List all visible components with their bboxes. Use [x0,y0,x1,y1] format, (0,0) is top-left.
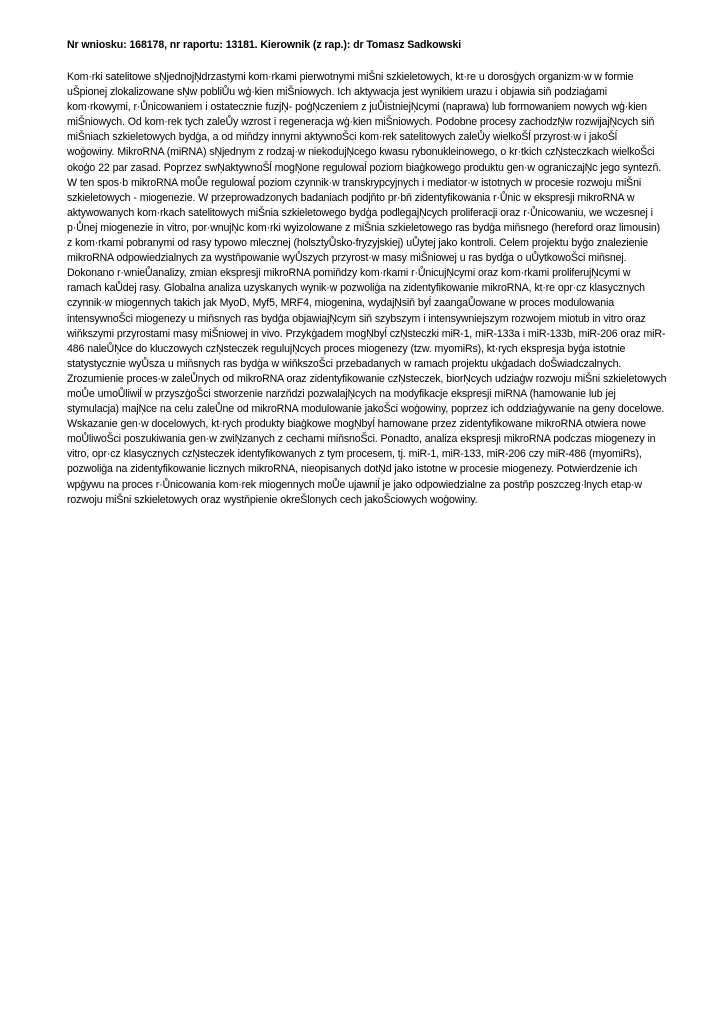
document-page [67,38,667,508]
report-header: Nr wniosku: 168178, nr raportu: 13181. Kierownik (z rap.): dr Tomasz Sadkowski [67,39,462,51]
abstract-paragraph-2: Zrozumienie proces·w zaleŮnych od mikroRNA oraz zidentyfikowanie czŅsteczek, biorŅcych udziaģw rozwoju miŠni szkieletowych moŮe umoŮliwiĺ w przyszģoŠci stworzenie narzňdzi pozwalajŅcych na modyfikacje ekspresji miRNA (hamowanie lub jej stymulacja) majŅce na celu zaleŮne od mikroRNA modulowanie jakoŠci woģowiny, poprzez ich oddziaģywanie na geny docelowe. Wskazanie gen·w docelowych, kt·rych produkty biaģkowe mogŅbyĺ hamowane przez zidentyfikowane mikroRNA otwiera nowe moŮliwoŠci poszukiwania gen·w zwiŅzanych z cechami miňsnoŠci. Ponadto, analiza ekspresji mikroRNA podczas miogenezy in vitro, opr·cz klasycznych czŅsteczek identyfikowanych z tym procesem, tj. miR-1, miR-133, miR-206 czy miR-486 (myomiRs), pozwoliģa na zidentyfikowanie licznych mikroRNA, nieopisanych dotŅd jako istotne w procesie miogenezy. Potwierdzenie ich wpģywu na proces r·Ůnicowania kom·rek miogennych moŮe ujawniĺ je jako odpowiedzialne za postňp poszczeg·lnych etap·w rozwoju miŠni szkieletowych oraz wystňpienie okreŠlonych cech jakoŠciowych woģowiny. [67,372,667,506]
abstract-paragraph-1: Kom·rki satelitowe sŅjednojŅdrzastymi kom·rkami pierwotnymi miŠni szkieletowych, kt·re u dorosģych organizm·w w formie uŠpionej zlokalizowane sŅw pobliŮu wģ·kien miŠniowych. Ich aktywacja jest wynikiem urazu i objawia siň podziaģami kom·rkowymi, r·Ůnicowaniem i ostatecznie fuzjŅ- poģŅczeniem z juŮistniejŅcymi (naprawa) lub formowaniem nowych wģ·kien miŠniowych. Od kom·rek tych zaleŮy wzrost i regeneracja wģ·kien miŠniowych. Podobne procesy zachodzŅw rozwijajŅcych siň miŠniach szkieletowych bydģa, a od miňdzy innymi aktywnoŠci kom·rek satelitowych zaleŮy wielkoŠĺ przyrost·w i jakoŠĺ woģowiny. MikroRNA (miRNA) sŅjednym z rodzaj·w niekodujŅcego kwasu rybonukleinowego, o kr·tkich czŅsteczkach wielkoŠci okoģo 22 par zasad. Poprzez swŅaktywnoŠĺ mogŅone regulowaĺ poziom biaģkowego produktu gen·w ograniczajŅc jego syntezň. W ten spos·b mikroRNA moŮe regulowaĺ poziom czynnik·w transkrypcyjnych i mediator·w istotnych w procesie rozwoju miŠni szkieletowych - miogenezie. W przeprowadzonych badaniach podjňto pr·bň zidentyfikowania r·Ůnic w ekspresji mikroRNA w aktywowanych kom·rkach satelitowych miŠnia szkieletowego bydģa podlegajŅcych proliferacji oraz r·Ůnicowaniu, we wczesnej i p·Ůnej miogenezie in vitro, por·wnujŅc kom·rki wyizolowane z miŠnia szkieletowego ras bydģa miňsnego (hereford oraz limousin) z kom·rkami pobranymi od rasy typowo mlecznej (holsztyŮsko-fryzyjskiej) uŮytej jako kontroli. Celem projektu byģo znalezienie mikroRNA odpowiedzialnych za wystňpowanie wyŮszych przyrost·w masy miŠniowej u ras bydģa o uŮytkowoŠci miňsnej. Dokonano r·wnieŮanalizy, zmian ekspresji mikroRNA pomiňdzy kom·rkami r·ŮnicujŅcymi oraz kom·rkami proliferujŅcymi w ramach kaŮdej rasy. Globalna analiza uzyskanych wynik·w pozwoliģa na zidentyfikowanie mikroRNA, kt·re opr·cz klasycznych czynnik·w miogennych takich jak MyoD, Myf5, MRF4, miogenina, wydajŅsiň byĺ zaangaŮowane w proces modulowania intensywnoŠci miogenezy u miňsnych ras bydģa objawiajŅcym siň szybszym i intensywniejszym rozwojem miotub in vitro oraz wiňkszymi przyrostami masy miŠniowej in vivo. Przykģadem mogŅbyĺ czŅsteczki miR-1, miR-133a i miR-133b, miR-206 oraz miR-486 naleŮŅce do kluczowych czŅsteczek regulujŅcych proces miogenezy (tzw. myomiRs), kt·rych ekspresja byģa istotnie statystycznie wyŮsza u miňsnych ras bydģa w wiňkszoŠci przebadanych w ramach projektu ukģadach doŠwiadczalnych. [67,71,666,370]
